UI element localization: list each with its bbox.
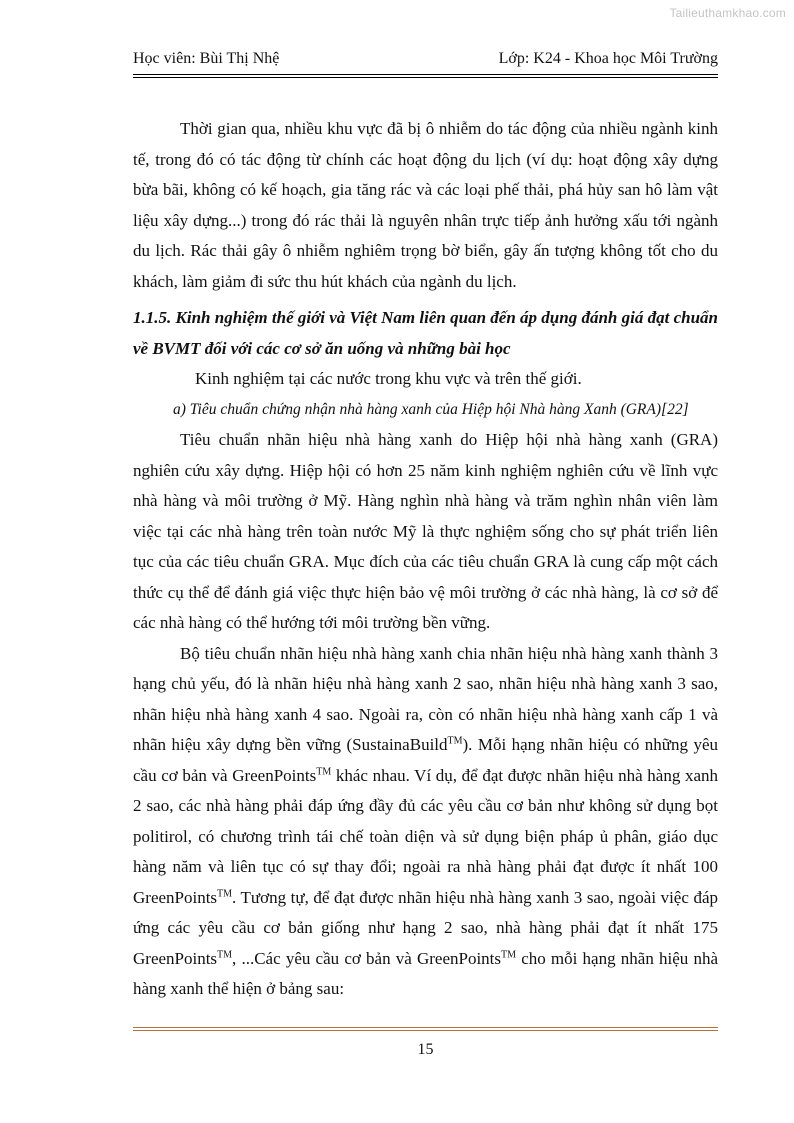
section-heading: 1.1.5. Kinh nghiệm thế giới và Việt Nam liên quan đến áp dụng đánh giá đạt chuẩn về BVMT đối với các cơ sở ăn uống và những bài học [133,308,718,358]
trademark-mark: TM [501,948,517,960]
trademark-mark: TM [447,735,463,747]
paragraph-gra: Tiêu chuẩn nhãn hiệu nhà hàng xanh do Hiệp hội nhà hàng xanh (GRA) nghiên cứu xây dựng. Hiệp hội có hơn 25 năm kinh nghiệm nghiên cứu về lĩnh vực nhà hàng và môi trường ở Mỹ. Hàng nghìn nhà hàng và trăm nghìn nhân viên làm việc tại các nhà hàng trên toàn nước Mỹ là thực nghiệm sống cho sự phát triển liên tục của các tiêu chuẩn GRA. Mục đích của các tiêu chuẩn GRA là cung cấp một cách thức cụ thể để đánh giá việc thực hiện bảo vệ môi trường ở các nhà hàng, là cơ sở để các nhà hàng có thể hướng tới môi trường bền vững. [133,430,718,632]
text-segment: Bộ tiêu chuẩn nhãn hiệu nhà hàng xanh chia nhãn hiệu nhà hàng xanh thành 3 hạng chủ yếu, đó là nhãn hiệu nhà hàng xanh 2 sao, nhãn hiệu nhà hàng xanh 3 sao, nhãn hiệu nhà hàng xanh 4 sao. Ngoài ra, còn có nhãn hiệu nhà hàng xanh cấp 1 và nhãn hiệu xây dựng bền vững (SustainaBuild [133,643,718,754]
trademark-mark: TM [217,887,233,899]
text-segment: . Tương tự, để đạt được nhãn hiệu nhà hàng xanh 3 sao, ngoài việc đáp ứng các yêu cầu cơ bản giống như hạng 2 sao, nhà hàng phải đạt ít nhất 175 GreenPoints [133,887,718,968]
text-segment: khác nhau. Ví dụ, để đạt được nhãn hiệu nhà hàng xanh 2 sao, các nhà hàng phải đáp ứng đầy đủ các yêu cầu cơ bản như không sử dụng bọt politirol, có chương trình tái chế toàn diện và sử dụng biện pháp ủ phân, giáo dục hàng năm và liên tục có sự thay đổi; ngoài ra nhà hàng phải đạt được ít nhất 100 GreenPoints [133,765,719,907]
text-segment: ). Mỗi hạng nhãn hiệu có những yêu cầu cơ bản và GreenPoints [133,735,718,785]
paragraph-intro: Kinh nghiệm tại các nước trong khu vực và trên thế giới. [195,369,582,388]
page-header [133,48,718,70]
header-class: Lớp: K24 - Khoa học Môi Trường [498,50,718,67]
paragraph-pollution: Thời gian qua, nhiều khu vực đã bị ô nhiễm do tác động của nhiều ngành kinh tế, trong đó có tác động từ chính các hoạt động du lịch (ví dụ: hoạt động xây dựng bừa bãi, không có kế hoạch, gia tăng rác và các loại phế thải, phá hủy san hô làm vật liệu xây dựng...) trong đó rác thải là nguyên nhân trực tiếp ảnh hưởng xấu tới ngành du lịch. Rác thải gây ô nhiễm nghiêm trọng bờ biển, gây ấn tượng không tốt cho du khách, làm giảm đi sức thu hút khách của ngành du lịch. [133,119,718,291]
text-segment: , ...Các yêu cầu cơ bản và GreenPoints [232,948,502,968]
footer-divider [133,1027,718,1031]
trademark-mark: TM [316,765,332,777]
watermark: Tailieuthamkhao.com [669,6,786,20]
text-segment: cho mỗi hạng nhãn hiệu nhà hàng xanh thể hiện ở bảng sau: [133,948,718,998]
page-number: 15 [417,1041,434,1058]
document-body [133,114,718,1005]
header-divider [133,74,718,78]
subsection-heading: a) Tiêu chuẩn chứng nhận nhà hàng xanh của Hiệp hội Nhà hàng Xanh (GRA)[22] [173,400,689,418]
header-student: Học viên: Bùi Thị Nhệ [133,50,280,67]
paragraph-ratings [133,639,718,1005]
trademark-mark: TM [217,948,233,960]
